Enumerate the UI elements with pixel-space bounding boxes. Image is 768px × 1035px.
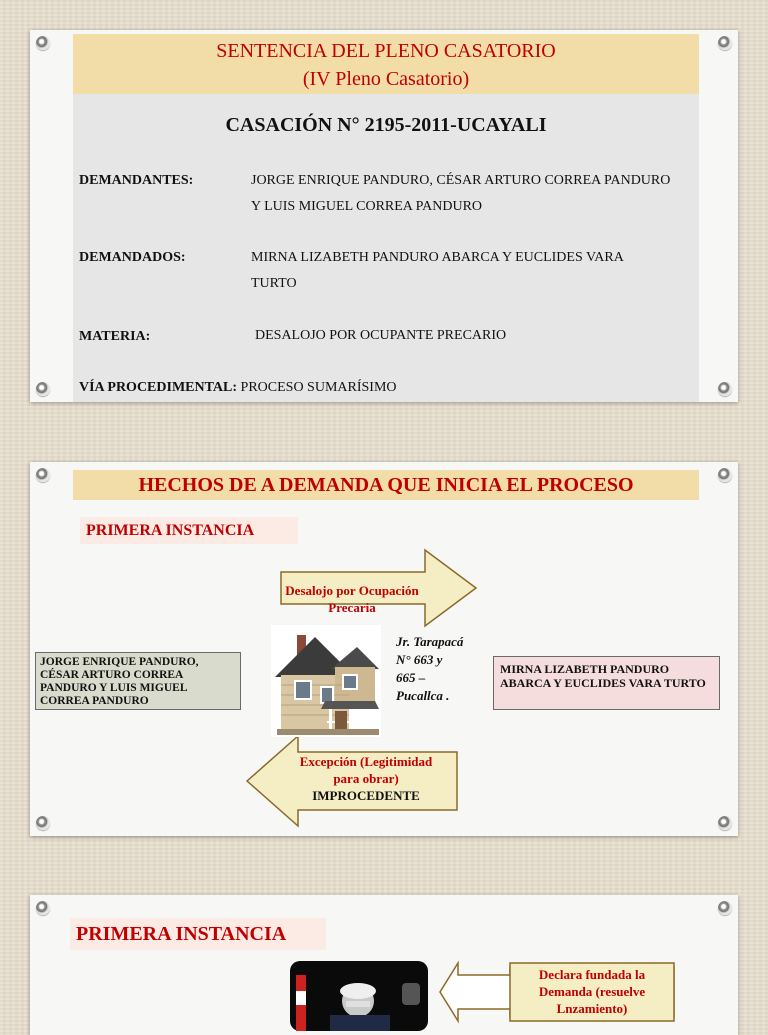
slide-hechos-demanda xyxy=(30,462,738,836)
pushpin-icon xyxy=(36,36,50,50)
section-subtitle: PRIMERA INSTANCIA xyxy=(80,517,298,544)
ruling-label: Declara fundada la Demanda (resuelve Lnzamiento) xyxy=(538,967,646,1016)
materia-value: DESALOJO POR OCUPANTE PRECARIO xyxy=(255,328,507,343)
pushpin-icon xyxy=(718,816,732,830)
demandantes-label: DEMANDANTES: xyxy=(79,173,194,188)
judge-illustration xyxy=(290,961,428,1031)
arrow-right-label: Desalojo por Ocupación Precaria xyxy=(285,583,419,615)
pushpin-icon xyxy=(36,382,50,396)
via-value: PROCESO SUMARÍSIMO xyxy=(237,380,397,395)
plaintiffs-box: JORGE ENRIQUE PANDURO, CÉSAR ARTURO CORREA PANDURO Y LUIS MIGUEL CORREA PANDURO xyxy=(35,652,241,710)
materia-label: MATERIA: xyxy=(79,329,151,344)
case-number: CASACIÓN N° 2195-2011-UCAYALI xyxy=(225,114,547,136)
pushpin-icon xyxy=(718,382,732,396)
demandados-label: DEMANDADOS: xyxy=(79,250,186,265)
arrow-left-label: Excepción (Legitimidad para obrar) xyxy=(299,754,433,786)
slide-case-summary xyxy=(30,30,738,402)
pushpin-icon xyxy=(36,901,50,915)
demandados-value: MIRNA LIZABETH PANDURO ABARCA Y EUCLIDES VARA TURTO xyxy=(251,250,624,291)
pushpin-icon xyxy=(718,36,732,50)
demandantes-value: JORGE ENRIQUE PANDURO, CÉSAR ARTURO CORREA PANDURO Y LUIS MIGUEL CORREA PANDURO xyxy=(251,173,671,214)
arrow-left-verdict: IMPROCEDENTE xyxy=(312,788,420,803)
pushpin-icon xyxy=(36,468,50,482)
slide-title-banner xyxy=(73,34,699,94)
via-label: VÍA PROCEDIMENTAL: xyxy=(79,380,238,395)
pushpin-icon xyxy=(718,901,732,915)
house-illustration xyxy=(271,625,381,737)
pushpin-icon xyxy=(718,468,732,482)
slide-title: SENTENCIA DEL PLENO CASATORIO xyxy=(216,40,556,62)
via-procedimental xyxy=(79,380,397,396)
defendants-box: MIRNA LIZABETH PANDURO ABARCA Y EUCLIDES VARA TURTO xyxy=(493,656,720,710)
property-address: Jr. Tarapacá N° 663 y 665 – Pucallca . xyxy=(396,634,464,703)
case-details-panel xyxy=(73,94,699,402)
section-subtitle: PRIMERA INSTANCIA xyxy=(70,918,326,950)
pushpin-icon xyxy=(36,816,50,830)
slide-primera-instancia xyxy=(30,895,738,1035)
slide-subtitle: (IV Pleno Casatorio) xyxy=(302,68,470,90)
slide-title: HECHOS DE A DEMANDA QUE INICIA EL PROCESO xyxy=(73,470,699,500)
